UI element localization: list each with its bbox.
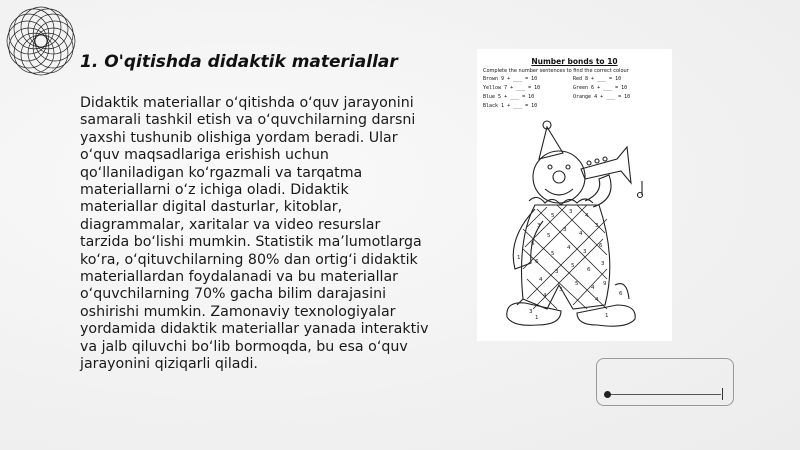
patch-number: 5 <box>551 251 555 257</box>
patch-number: 5 <box>547 233 551 239</box>
playback-slider-end-marker <box>722 388 723 400</box>
patch-number: 6 <box>531 241 535 247</box>
clown-eye-left <box>548 165 552 169</box>
playback-slider-track[interactable] <box>607 394 721 395</box>
patch-number: 3 <box>569 209 573 215</box>
equation-right: Orange 4 + ___ = 10 <box>573 94 631 100</box>
patch-number: 5 <box>571 263 575 269</box>
worksheet-title: Number bonds to 10 <box>531 57 618 66</box>
clown-nose <box>553 171 565 183</box>
clown-arm-right <box>585 175 611 207</box>
patch-number: 4 <box>579 231 583 237</box>
patch-number: 4 <box>585 213 589 219</box>
patch-number: 5 <box>575 281 579 287</box>
clown-coloring-picture <box>477 109 672 341</box>
patch-number: 3 <box>595 223 599 229</box>
patch-number: 4 <box>543 293 547 299</box>
equation-left: Brown 9 + ___ = 10 <box>483 76 538 82</box>
patch-number: 6 <box>619 291 623 297</box>
clown-hat <box>539 127 563 159</box>
patch-number: 3 <box>529 309 533 315</box>
playback-slider-handle[interactable] <box>604 391 611 398</box>
worksheet-instruction: Complete the number sentences to find the correct colour <box>483 68 629 74</box>
patch-number: 1 <box>535 315 539 321</box>
clown-collar <box>529 197 593 205</box>
patch-number: 1 <box>517 255 521 261</box>
equation-left: Black 1 + ___ = 10 <box>483 103 538 109</box>
patch-number: 4 <box>595 297 599 303</box>
equation-right: Red 8 + ___ = 10 <box>573 76 622 82</box>
patch-number: 1 <box>605 313 609 319</box>
spirograph-rosette-icon <box>4 4 78 78</box>
equation-left: Blue 5 + ___ = 10 <box>483 94 535 100</box>
patch-number: 3 <box>559 287 563 293</box>
patch-number: 9 <box>603 281 607 287</box>
equation-left: Yellow 7 + ___ = 10 <box>483 85 541 91</box>
diamond-pattern <box>523 205 607 309</box>
clown-eye-right <box>566 165 570 169</box>
patch-number: 4 <box>591 285 595 291</box>
patch-number: 6 <box>599 243 603 249</box>
patch-number: 4 <box>539 277 543 283</box>
patch-number: 4 <box>567 245 571 251</box>
patch-number: 3 <box>563 227 567 233</box>
patch-number: 5 <box>551 213 555 219</box>
media-control-box[interactable] <box>596 358 734 406</box>
slide-body-text: Didaktik materiallar o‘qitishda o‘quv jarayonini samarali tashkil etish va o‘quvchilarning darsni yaxshi tushunib olishiga yordam beradi. Ular o‘quv maqsadlariga erishish uchun qo‘llaniladigan ko‘rgazmali va tarqatma materiallarni o‘z ichiga oladi. Didaktik materiallar digital dasturlar, kitoblar, diagrammalar, xaritalar va video resurslar tarzida bo‘lishi mumkin. Statistik ma’lumotlarga ko‘ra, o‘qituvchilarning 80% dan ortig‘i didaktik materiallardan foydalanadi va bu materiallar o‘quvchilarning 70% gacha bilim darajasini oshirishi mumkin. Zamonaviy texnologiyalar yordamida didaktik materiallar yanada interaktiv va jalb qiluvchi bo‘lib bormoqda, bu esa o‘quv jarayonini qiziqarli qiladi. <box>80 95 429 373</box>
clown-shoe-left <box>507 303 561 326</box>
patch-number: 3 <box>583 249 587 255</box>
patch-number: 3 <box>555 269 559 275</box>
slide-title: 1. O'qitishda didaktik materiallar <box>80 52 398 72</box>
patch-number: 3 <box>601 261 605 267</box>
equation-right: Green 6 + ___ = 10 <box>573 85 628 91</box>
clown-mouth <box>545 189 573 195</box>
patch-number: 6 <box>535 259 539 265</box>
patch-number: 6 <box>587 267 591 273</box>
worksheet-image <box>477 49 672 341</box>
patch-number: 3 <box>537 223 541 229</box>
